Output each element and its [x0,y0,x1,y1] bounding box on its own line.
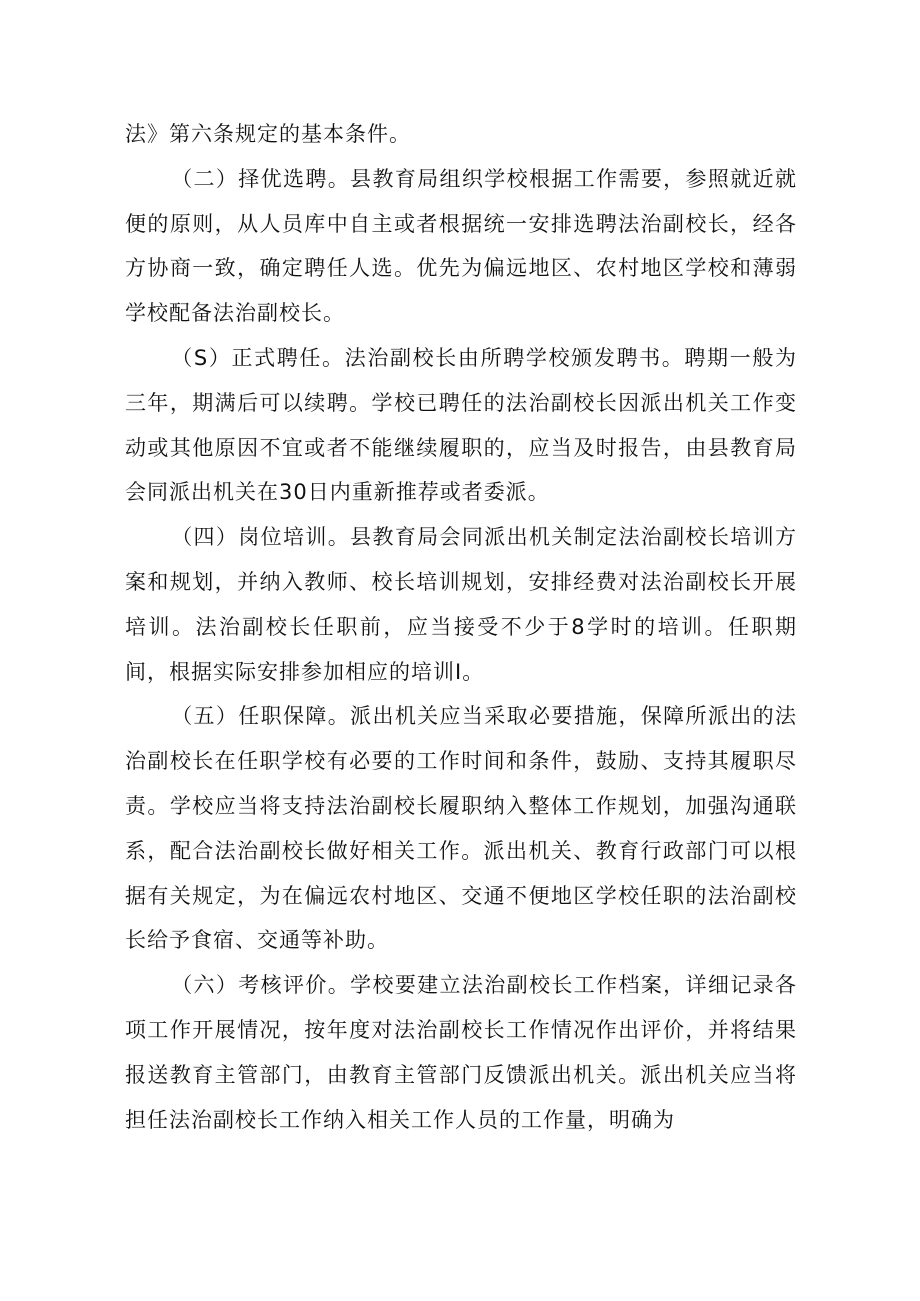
paragraph-guarantee: （五）任职保障。派出机关应当采取必要措施，保障所派出的法治副校长在任职学校有必要的工作时间和条件，鼓励、支持其履职尽责。学校应当将支持法治副校长履职纳入整体工作规划，加强沟通联系，配合法治副校长做好相关工作。派出机关、教育行政部门可以根据有关规定，为在偏远农村地区、交通不便地区学校任职的法治副校长给予食宿、交通等补助。 [125,704,797,953]
document-body [125,112,797,1142]
paragraph-training: （四）岗位培训。县教育局会同派出机关制定法治副校长培训方案和规划，并纳入教师、校长培训规划，安排经费对法治副校长开展培训。法治副校长任职前，应当接受不少于8学时的培训。任职期间，根据实际安排参加相应的培训I。 [125,525,797,684]
paragraph-continuation: 法》第六条规定的基本条件。 [125,122,411,146]
paragraph-selection: （二）择优选聘。县教育局组织学校根据工作需要，参照就近就便的原则，从人员库中自主或者根据统一安排选聘法治副校长，经各方协商一致，确定聘任人选。优先为偏远地区、农村地区学校和薄弱学校配备法治副校长。 [125,166,797,326]
paragraph-appointment: （S）正式聘任。法治副校长由所聘学校颁发聘书。聘期一般为三年，期满后可以续聘。学校已聘任的法治副校长因派出机关工作变动或其他原因不宜或者不能继续履职的，应当及时报告，由县教育局会同派出机关在30日内重新推荐或者委派。 [125,345,797,505]
paragraph-evaluation: （六）考核评价。学校要建立法治副校长工作档案，详细记录各项工作开展情况，按年度对法治副校长工作情况作出评价，并将结果报送教育主管部门，由教育主管部门反馈派出机关。派出机关应当将担任法治副校长工作纳入相关工作人员的工作量，明确为 [125,973,797,1132]
